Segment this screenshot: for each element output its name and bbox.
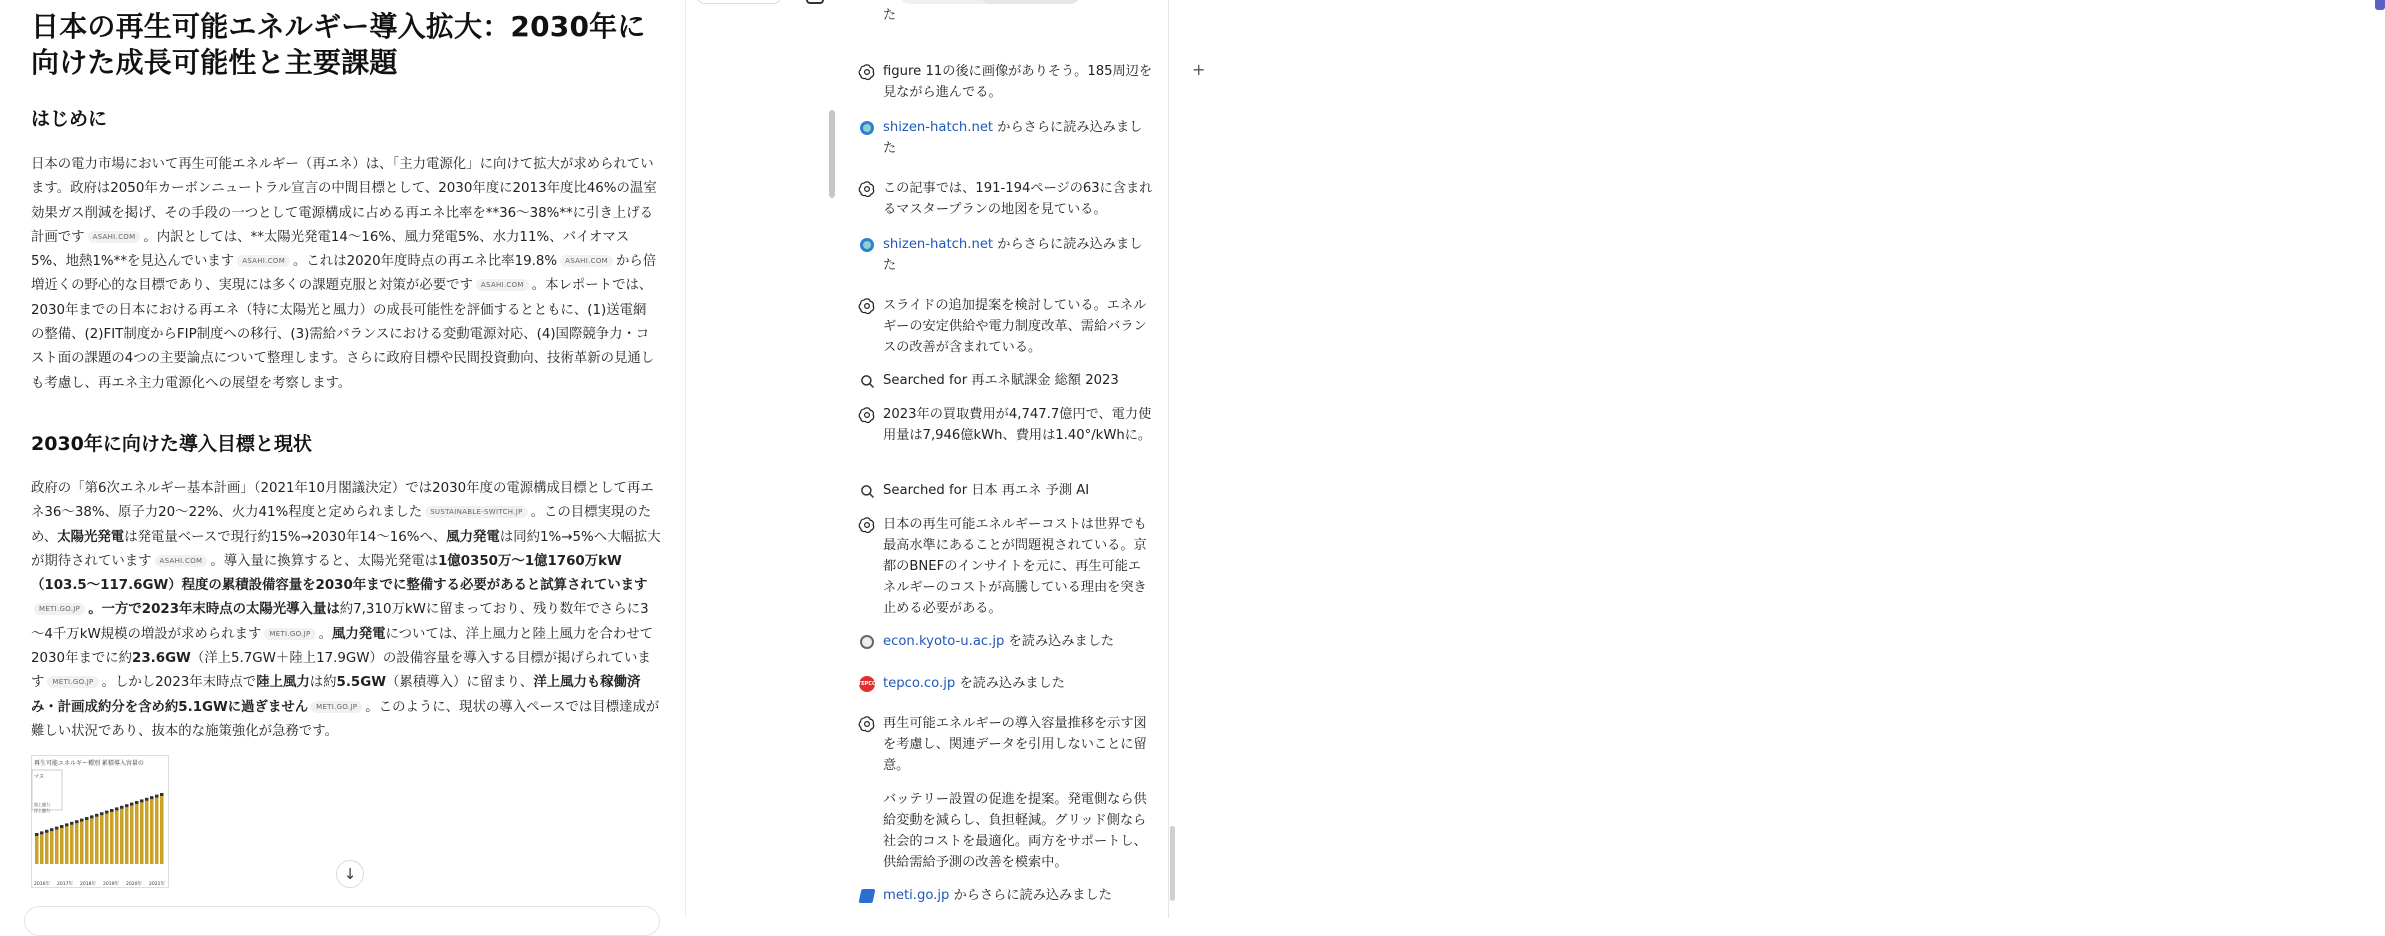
- icon-spacer: [858, 791, 876, 809]
- citation-chip[interactable]: ASAHI.COM: [560, 255, 613, 267]
- bold-text: 1億0350万～1億1760万kW（103.5～117.6GW）程度の累積設備容量を2030年までに整備する必要があると試算されています: [31, 553, 648, 594]
- chart-thumbnail-bar: [95, 817, 99, 864]
- activity-item: [858, 713, 1153, 776]
- chart-thumbnail-bar-cap: [55, 827, 59, 830]
- document-scrollbar[interactable]: [829, 110, 835, 198]
- activity-text: バッテリー設置の促進を提案。発電側なら供給変動を減らし、負担軽減。グリッド側なら社会的コストを最適化。両方をサポートし、供給需給予測の改善を模索中。: [883, 792, 1147, 870]
- activity-text: 再生可能エネルギーの導入容量推移を示す図を考慮し、関連データを引用しないことに留意。: [883, 716, 1147, 773]
- chart-thumbnail-x-label: 2019年: [103, 882, 119, 887]
- chart-thumbnail-bar-cap: [155, 795, 159, 798]
- chart-thumbnail-x-label: 2016年: [34, 882, 50, 887]
- chart-thumbnail-bar-cap: [40, 831, 44, 834]
- bold-text: 。一方で2023年末時点の太陽光導入量は: [88, 602, 340, 618]
- chart-thumbnail-bar-cap: [135, 801, 139, 804]
- copy-icon[interactable]: [806, 0, 824, 4]
- activity-item-text: [883, 117, 1153, 159]
- chart-thumbnail-bar: [35, 836, 39, 864]
- chart-thumbnail-bar-cap: [125, 804, 129, 807]
- document-content: [31, 0, 661, 744]
- chart-thumbnail-legend-2: 洋上風力: [34, 808, 50, 813]
- activity-item-text: [883, 713, 1153, 776]
- paragraph-text: は発電量ベースで現行約15%→2030年14～16%へ、: [124, 529, 447, 545]
- activity-text: 日本の再生可能エネルギーコストは世界でも最高水準にあることが問題視されている。京都のBNEFのインサイトを元に、再生可能エネルギーのコストが高騰している理由を突き止める必要がある。: [883, 517, 1147, 616]
- search-icon: [858, 482, 876, 500]
- chart-thumbnail-bar: [105, 814, 109, 864]
- section-heading-targets: 2030年に向けた導入目標と現状: [31, 432, 312, 455]
- citation-chip[interactable]: SUSTAINABLE-SWITCH.JP: [425, 506, 527, 518]
- chart-thumbnail-bar-cap: [85, 817, 89, 820]
- bold-text: 太陽光発電: [57, 529, 125, 545]
- activity-item: [858, 514, 1153, 619]
- activity-item[interactable]: [858, 234, 1153, 276]
- add-button[interactable]: +: [1192, 60, 1206, 79]
- message-composer[interactable]: [24, 906, 660, 936]
- activity-text: からさらに読み込みました: [949, 888, 1112, 903]
- activity-item-text: [883, 480, 1089, 501]
- paragraph-text: （洋上5.7GW＋陸上17.9GW）の設備容量を導入する目標が掲げられています: [31, 651, 651, 691]
- paragraph-text: 。この目標実現のため、: [31, 505, 652, 545]
- activity-item: [858, 370, 1153, 391]
- paragraph-text: 。これは2020年度時点の再エネ比率19.8%: [293, 254, 558, 270]
- chart-thumbnail-bar: [70, 825, 74, 864]
- chart-thumbnail-legend-0: マス: [34, 774, 45, 780]
- chart-thumbnail-title: 再生可能エネルギー種別 累積導入容量の: [34, 760, 144, 767]
- paragraph-text: 日本の電力市場において再生可能エネルギー（再エネ）は、「主力電源化」に向けて拡大が求められています。政府は2050年カーボンニュートラル宣言の中間目標として、2030年度に2013年度比46%の温室効果ガス削減を掲げ、その手段の一つとして電源構成に占める再エネ比率を**36～38%**に引き上げる計画です: [31, 157, 657, 245]
- chart-thumbnail-x-label: 2017年: [57, 882, 73, 887]
- chart-thumbnail-legend-1: 陸上風力: [34, 802, 50, 807]
- search-icon: [858, 372, 876, 390]
- chart-thumbnail-image[interactable]: [31, 755, 169, 888]
- chart-thumbnail-bar-cap: [50, 828, 54, 831]
- paragraph-text: 約7,310万kWに留まっており、残り数年でさらに3～4千万kW規模の増設が求められます: [31, 602, 649, 642]
- chart-thumbnail-bar: [65, 826, 69, 864]
- chart-thumbnail-bar: [85, 820, 89, 864]
- paragraph-text: （累積導入）に留まり、: [386, 675, 534, 691]
- panel-divider: [1168, 0, 1169, 918]
- activity-item: [858, 480, 1153, 501]
- source-link[interactable]: econ.kyoto-u.ac.jp: [883, 634, 1005, 649]
- activity-item-text: [883, 789, 1153, 873]
- chart-thumbnail-bar-cap: [75, 820, 79, 823]
- chart-thumbnail-bar: [60, 828, 64, 864]
- source-link[interactable]: tepco.co.jp: [883, 676, 956, 691]
- chart-thumbnail-bar-cap: [105, 811, 109, 814]
- chart-thumbnail-bar-cap: [100, 812, 104, 815]
- chart-thumbnail-bar: [80, 822, 84, 864]
- paragraph-text: については、洋上風力と陸上風力を合わせて2030年までに約: [31, 626, 654, 667]
- tepco-logo-text: TEPCO: [859, 676, 875, 692]
- activity-item-text: [883, 404, 1153, 446]
- chart-thumbnail-bar: [135, 804, 139, 864]
- paragraph-text: 政府の「第6次エネルギー基本計画」（2021年10月閣議決定）では2030年度の電源構成目標として再エネ36～38%、原子力20～22%、火力41%程度と定められました: [31, 480, 654, 521]
- activity-text: Searched for 日本 再エネ 予測 AI: [883, 483, 1090, 498]
- top-toolbar-button[interactable]: [696, 0, 782, 4]
- panel-scrollbar[interactable]: [1170, 826, 1175, 901]
- chart-thumbnail-bar: [120, 809, 124, 864]
- paragraph-text: 。: [318, 626, 332, 642]
- chart-thumbnail-bar-cap: [130, 803, 134, 806]
- chart-thumbnail-bar-cap: [80, 819, 84, 822]
- panel-partial-text-top: た: [883, 8, 897, 23]
- openai-icon: [858, 180, 876, 198]
- chart-thumbnail-bar-cap: [150, 796, 154, 799]
- activity-item[interactable]: [858, 673, 1153, 694]
- chart-thumbnail-bar-cap: [110, 809, 114, 812]
- activity-panel: [840, 0, 1168, 918]
- openai-icon: [858, 63, 876, 81]
- panel-top-tab-active[interactable]: [980, 0, 1080, 4]
- kyoto-favicon: [858, 633, 876, 651]
- source-link[interactable]: meti.go.jp: [883, 888, 950, 903]
- activity-item-text: [883, 514, 1153, 619]
- chart-thumbnail-x-label: 2018年: [80, 882, 96, 887]
- source-link[interactable]: shizen-hatch.net: [883, 237, 994, 252]
- chart-thumbnail-bar: [45, 833, 49, 864]
- chart-thumbnail-bar: [90, 818, 94, 864]
- chart-thumbnail-bar-cap: [95, 814, 99, 817]
- chart-thumbnail-bar-cap: [115, 807, 119, 810]
- citation-chip[interactable]: METI.GO.JP: [264, 628, 315, 640]
- activity-text: スライドの追加提案を検討している。エネルギーの安定供給や電力制度改革、需給バランスの改善が含まれている。: [883, 298, 1147, 355]
- citation-chip[interactable]: METI.GO.JP: [34, 603, 85, 615]
- citation-chip[interactable]: ASAHI.COM: [88, 231, 141, 243]
- citation-chip[interactable]: ASAHI.COM: [237, 255, 290, 267]
- citation-chip[interactable]: METI.GO.JP: [311, 701, 362, 713]
- tepco-favicon: [858, 675, 876, 693]
- openai-icon: [858, 516, 876, 534]
- document-pane: [0, 0, 686, 918]
- scroll-down-button[interactable]: [336, 860, 364, 888]
- section-paragraph-intro: [31, 153, 659, 396]
- arrow-down-icon: ↓: [343, 865, 357, 883]
- section-paragraph-targets: [31, 477, 661, 744]
- bold-text: 風力発電: [446, 529, 500, 545]
- chart-thumbnail-svg: [32, 756, 170, 889]
- activity-item: [858, 404, 1153, 446]
- chart-thumbnail-x-label: 2020年: [126, 882, 142, 887]
- chart-thumbnail-bar: [145, 801, 149, 864]
- bold-text: 風力発電: [331, 626, 386, 642]
- bold-text: 陸上風力: [256, 675, 310, 691]
- chart-thumbnail-bar: [50, 831, 54, 864]
- globe-favicon: [858, 236, 876, 254]
- chart-thumbnail-bar: [75, 823, 79, 864]
- chart-thumbnail-bar-cap: [90, 815, 94, 818]
- activity-item: [858, 789, 1153, 873]
- activity-item: [858, 295, 1153, 358]
- chart-thumbnail-bar: [160, 796, 164, 864]
- activity-item-text: [883, 631, 1114, 652]
- chart-thumbnail-bar-cap: [120, 806, 124, 809]
- chart-thumbnail-bar: [140, 802, 144, 864]
- activity-text: を読み込みました: [955, 676, 1065, 691]
- activity-item[interactable]: [858, 631, 1153, 652]
- paragraph-text: は同約1%→5%へ大幅拡大が期待されています: [31, 529, 661, 569]
- paragraph-text: 。内訳としては、**太陽光発電14～16%、風力発電5%、水力11%、バイオマス5%、地熱1%**を見込んでいます: [31, 229, 630, 270]
- activity-text: Searched for 再エネ賦課金 総額 2023: [883, 373, 1119, 388]
- document-title: 日本の再生可能エネルギー導入拡大：2030年に向けた成長可能性と主要課題: [31, 10, 646, 79]
- activity-text: を読み込みました: [1004, 634, 1115, 649]
- activity-item[interactable]: [858, 885, 1153, 906]
- chart-thumbnail-bar-cap: [145, 798, 149, 801]
- chart-thumbnail-bar: [115, 810, 119, 864]
- activity-item-text: [883, 61, 1153, 103]
- chart-thumbnail-bar: [110, 812, 114, 864]
- activity-item-text: [883, 673, 1065, 694]
- chart-thumbnail-bar-cap: [65, 823, 69, 826]
- chart-thumbnail-bar: [40, 834, 44, 864]
- right-toolbar: [1182, 0, 1206, 918]
- chart-thumbnail-bar: [125, 807, 129, 864]
- chart-thumbnail-bar: [130, 806, 134, 864]
- paragraph-text: は約: [309, 675, 337, 691]
- citation-chip[interactable]: ASAHI.COM: [476, 279, 529, 291]
- activity-item: [858, 178, 1153, 220]
- paragraph-text: 。このように、現状の導入ペースでは目標達成が難しい状況であり、抜本的な施策強化が急務です。: [31, 699, 660, 739]
- activity-text: 2023年の買取費用が4,747.7億円で、電力使用量は7,946億kWh、費用は1.40°/kWhに。: [883, 407, 1152, 443]
- globe-favicon: [858, 119, 876, 137]
- paragraph-text: 。本レポートでは、2030年までの日本における再エネ（特に太陽光と風力）の成長可能性を評価するとともに、(1)送電網の整備、(2)FIT制度からFIP制度への移行、(3)需給バランスにおける変動電源対応、(4)国際競争力・コスト面の課題の4つの主要論点について整理します。さらに政府目標や民間投資動向、技術革新の見通しも考慮し、再エネ主力電源化への展望を考察します。: [31, 278, 655, 391]
- bold-text: 23.6GW: [132, 651, 191, 667]
- activity-item-text: [883, 234, 1153, 276]
- paragraph-text: 。しかし2023年末時点で: [101, 675, 257, 691]
- chart-thumbnail-bar-cap: [160, 793, 164, 796]
- chart-thumbnail-bar-cap: [45, 830, 49, 833]
- openai-icon: [858, 715, 876, 733]
- paragraph-text: 。導入量に換算すると、太陽光発電は: [210, 553, 438, 569]
- activity-item-text: [883, 178, 1153, 220]
- chart-thumbnail-bar-cap: [60, 825, 64, 828]
- citation-chip[interactable]: ASAHI.COM: [155, 555, 208, 567]
- chart-thumbnail-bar: [100, 815, 104, 864]
- section-heading-intro: はじめに: [31, 108, 108, 130]
- chart-thumbnail-x-labels: [34, 880, 165, 887]
- openai-icon: [858, 297, 876, 315]
- app-badge-icon[interactable]: [2375, 0, 2385, 10]
- chart-thumbnail-x-label: 2021年: [149, 882, 165, 887]
- activity-item-text: [883, 370, 1119, 391]
- activity-text: この記事では、191-194ページの63に含まれるマスタープランの地図を見ている。: [883, 181, 1153, 217]
- activity-item-text: [883, 885, 1112, 906]
- activity-item-text: [883, 295, 1153, 358]
- activity-item[interactable]: [858, 117, 1153, 159]
- citation-chip[interactable]: METI.GO.JP: [47, 676, 98, 688]
- chart-thumbnail-bar-cap: [35, 833, 39, 836]
- source-link[interactable]: shizen-hatch.net: [883, 120, 994, 135]
- activity-text: からさらに読み込みました: [883, 120, 1143, 156]
- bold-text: 5.5GW: [336, 675, 387, 691]
- chart-thumbnail-bar-cap: [140, 799, 144, 802]
- openai-icon: [858, 406, 876, 424]
- chart-thumbnail-bar: [150, 799, 154, 864]
- activity-item: [858, 61, 1153, 103]
- chart-thumbnail-bar-cap: [70, 822, 74, 825]
- chart-thumbnail-bar: [55, 830, 59, 864]
- chart-thumbnail-bar: [155, 798, 159, 864]
- activity-text: からさらに読み込みました: [883, 237, 1143, 273]
- bold-text: 洋上風力も稼働済み・計画成約分を含め約5.1GWに過ぎません: [31, 675, 641, 715]
- paragraph-text: から倍増近くの野心的な目標であり、実現には多くの課題克服と対策が必要です: [31, 254, 657, 294]
- activity-text: figure 11の後に画像がありそう。185周辺を見ながら進んでる。: [883, 64, 1153, 100]
- meti-favicon: [858, 887, 876, 905]
